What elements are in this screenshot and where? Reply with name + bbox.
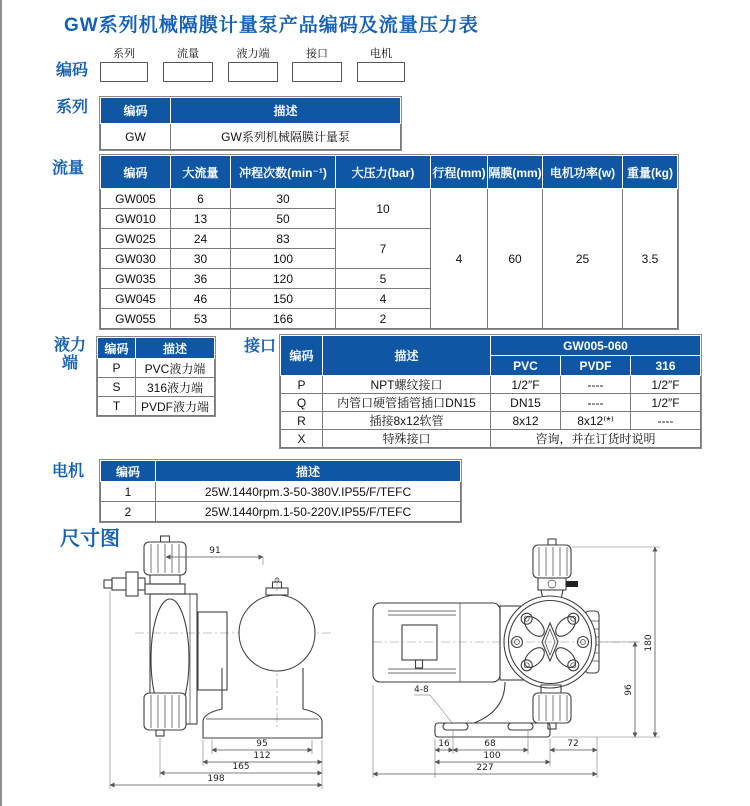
dim-100: 100: [483, 751, 501, 761]
series-label: 系列: [56, 99, 89, 116]
motor-row: [101, 482, 461, 502]
mounting-slot: [508, 723, 533, 730]
series-col-desc: 描述: [171, 98, 401, 124]
interface-col-pvc: PVC: [491, 356, 561, 376]
cell-code: 1: [101, 482, 156, 502]
vent-tab: [566, 581, 578, 587]
interface-row: [281, 376, 701, 394]
cell-desc: 插接8x12软管: [323, 412, 491, 430]
flow-col-max-flow: 大流量: [171, 156, 231, 189]
motor-header-row: [101, 461, 461, 482]
hydraulic-row: [98, 397, 215, 416]
flow-col-motor-power: 电机功率(w): [543, 156, 623, 189]
cell-code: GW035: [101, 269, 171, 289]
hydraulic-table: [97, 337, 215, 416]
interface-col-316: 316: [631, 356, 701, 376]
series-header-row: [101, 98, 401, 124]
cell-316: ----: [631, 412, 701, 430]
terminal-box: [402, 625, 437, 660]
series-row: [101, 124, 401, 150]
page-title: GW系列机械隔膜计量泵产品编码及流量压力表: [64, 15, 479, 36]
interface-label: 接口: [244, 338, 277, 355]
cell-strokes: 166: [231, 309, 336, 329]
cell-desc: 25W.1440rpm.3-50-380V.IP55/F/TEFC: [156, 482, 461, 502]
cell-desc: 内管口硬管插管插口DN15: [323, 394, 491, 412]
cell-note: 咨询，并在订货时说明: [491, 430, 701, 448]
valve-stem: [161, 536, 170, 542]
cell-strokes: 120: [231, 269, 336, 289]
cell-flow: 6: [171, 189, 231, 209]
cell-desc: 316液力端: [136, 378, 215, 397]
cell-code: GW030: [101, 249, 171, 269]
cell-code: GW055: [101, 309, 171, 329]
flow-label: 流量: [52, 160, 85, 177]
cell-code: 2: [101, 502, 156, 522]
cell-code: X: [281, 430, 323, 448]
cell-pressure: 5: [336, 269, 431, 289]
interface-row: [281, 430, 701, 448]
pump-front-view-drawing: [368, 533, 750, 803]
flow-col-code: 编码: [101, 156, 171, 189]
cell-desc: NPT螺纹接口: [323, 376, 491, 394]
cell-pvc: 8x12: [491, 412, 561, 430]
pump-side-view-drawing: [100, 533, 340, 803]
cell-code: GW045: [101, 289, 171, 309]
cell-strokes: 50: [231, 209, 336, 229]
coding-field-label-interface: 接口: [306, 48, 328, 60]
cell-code: R: [281, 412, 323, 430]
series-table: [100, 97, 401, 150]
cell-code: S: [98, 378, 136, 397]
cell-code: GW005: [101, 189, 171, 209]
dimensions-label: 尺寸图: [60, 528, 120, 550]
dim-91: 91: [209, 546, 221, 556]
dim-198: 198: [207, 774, 225, 784]
interface-col-desc: 描述: [323, 336, 491, 376]
cell-motor-power: 25: [543, 189, 623, 329]
cell-stroke-len: 4: [431, 189, 488, 329]
dim-180: 180: [644, 634, 654, 652]
coding-label: 编码: [56, 62, 89, 79]
series-col-code: 编码: [101, 98, 171, 124]
flow-col-diaphragm: 隔膜(mm): [488, 156, 543, 189]
hydraulic-col-code: 编码: [98, 338, 136, 359]
motor-col-desc: 描述: [156, 461, 461, 482]
cell-pvc: 1/2″F: [491, 376, 561, 394]
dim-callout-4-8: 4-8: [414, 685, 429, 695]
flow-header-row: [101, 156, 678, 189]
cell-code: T: [98, 397, 136, 416]
interface-col-group: GW005-060: [491, 336, 701, 356]
coding-field-label-flow: 流量: [177, 48, 199, 60]
interface-col-code: 编码: [281, 336, 323, 376]
flow-col-max-pressure: 大压力(bar): [336, 156, 431, 189]
hydraulic-col-desc: 描述: [136, 338, 215, 359]
cell-316: 1/2″F: [631, 376, 701, 394]
dim-165: 165: [232, 762, 250, 772]
coding-box-series: [100, 62, 148, 82]
dim-16: 16: [438, 739, 450, 749]
cell-code: GW010: [101, 209, 171, 229]
cell-desc: 25W.1440rpm.1-50-220V.IP55/F/TEFC: [156, 502, 461, 522]
motor-col-code: 编码: [101, 461, 156, 482]
motor-table: [100, 460, 461, 522]
dim-72: 72: [567, 739, 579, 749]
cell-pvdf: ----: [561, 394, 631, 412]
cell-series-code: GW: [101, 124, 171, 150]
cell-desc: PVDF液力端: [136, 397, 215, 416]
flow-table: [100, 155, 678, 329]
hydraulic-label: 液力端: [53, 337, 86, 373]
drive-housing: [198, 612, 227, 690]
page-left-border: [0, 0, 2, 806]
cell-pvdf: ----: [561, 376, 631, 394]
dim-68: 68: [484, 739, 496, 749]
cell-flow: 24: [171, 229, 231, 249]
cell-code: P: [98, 359, 136, 378]
cell-316: 1/2″F: [631, 394, 701, 412]
cell-pressure-group-1: 10: [336, 189, 431, 229]
cell-desc: 特殊接口: [323, 430, 491, 448]
flow-col-stroke-rate: 冲程次数(min⁻¹): [231, 156, 336, 189]
cell-strokes: 30: [231, 189, 336, 209]
coding-box-hydraulic: [228, 62, 278, 82]
cell-pressure-group-2: 7: [336, 229, 431, 269]
cell-desc: PVC液力端: [136, 359, 215, 378]
pump-base: [203, 668, 322, 738]
cell-weight: 3.5: [623, 189, 678, 329]
cell-pvdf: 8x12⁽*⁾: [561, 412, 631, 430]
cell-flow: 46: [171, 289, 231, 309]
cell-diaphragm: 60: [488, 189, 543, 329]
interface-col-pvdf: PVDF: [561, 356, 631, 376]
coding-box-flow: [163, 62, 213, 82]
flow-col-stroke-len: 行程(mm): [431, 156, 488, 189]
cell-pressure: 2: [336, 309, 431, 329]
coding-box-motor: [357, 62, 405, 82]
flow-col-weight: 重量(kg): [623, 156, 678, 189]
coding-field-label-series: 系列: [113, 48, 135, 60]
cell-code: P: [281, 376, 323, 394]
flow-row: [101, 189, 678, 209]
dim-95: 95: [256, 739, 268, 749]
dim-112: 112: [253, 751, 271, 761]
cell-pvc: DN15: [491, 394, 561, 412]
interface-row: [281, 412, 701, 430]
hydraulic-header-row: [98, 338, 215, 359]
coding-field-label-motor: 电机: [370, 48, 392, 60]
cell-flow: 36: [171, 269, 231, 289]
coding-box-interface: [292, 62, 342, 82]
hydraulic-row: [98, 378, 215, 397]
cell-code: GW025: [101, 229, 171, 249]
dim-227: 227: [476, 763, 494, 773]
cell-strokes: 83: [231, 229, 336, 249]
interface-header-row-1: [281, 336, 701, 356]
hydraulic-row: [98, 359, 215, 378]
mounting-slot: [443, 723, 468, 730]
dim-96: 96: [624, 684, 634, 696]
motor-end: [239, 595, 315, 671]
motor-label: 电机: [52, 463, 85, 480]
cell-flow: 13: [171, 209, 231, 229]
cell-pressure: 4: [336, 289, 431, 309]
coding-field-label-hydraulic: 液力端: [236, 48, 270, 60]
cell-series-desc: GW系列机械隔膜计量泵: [171, 124, 401, 150]
cell-flow: 53: [171, 309, 231, 329]
cell-code: Q: [281, 394, 323, 412]
interface-row: [281, 394, 701, 412]
cell-strokes: 100: [231, 249, 336, 269]
interface-table: [280, 335, 701, 448]
cell-flow: 30: [171, 249, 231, 269]
motor-row: [101, 502, 461, 522]
cell-strokes: 150: [231, 289, 336, 309]
